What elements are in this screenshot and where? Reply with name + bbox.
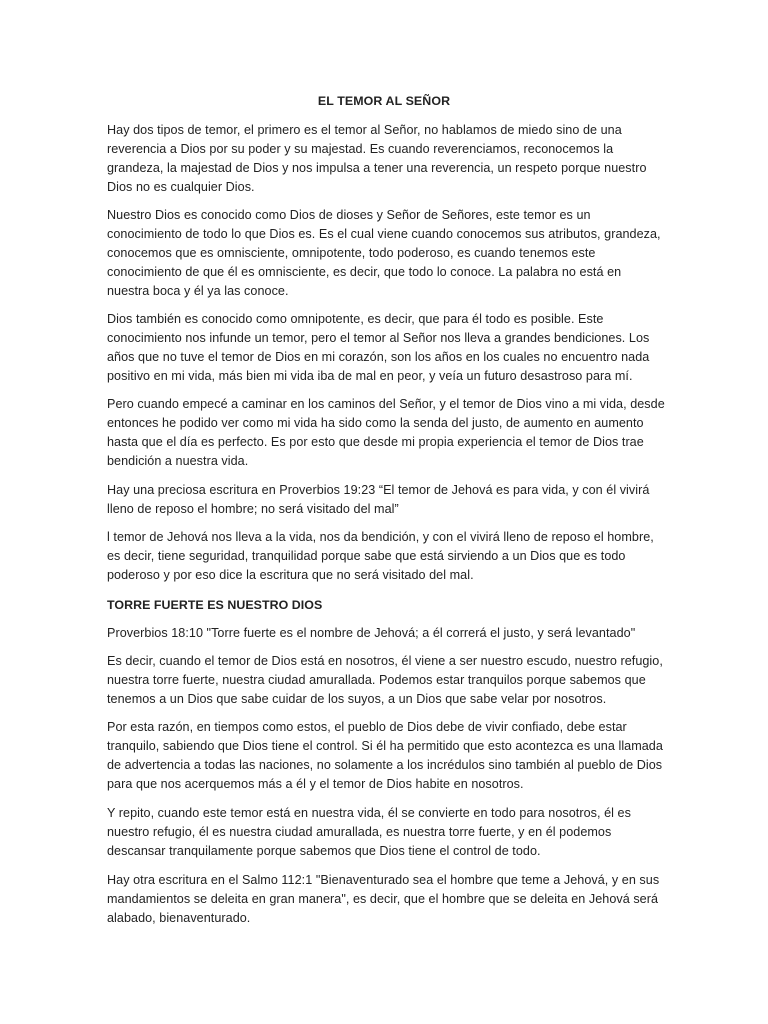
section-heading: TORRE FUERTE ES NUESTRO DIOS bbox=[107, 598, 323, 612]
paragraph-escudo-refugio: Es decir, cuando el temor de Dios está en nosotros, él viene a ser nuestro escudo, nuestro refugio, nuestra torre fuerte, nuestra ciudad amurallada. Podemos estar tranquilos porque sabemos que tenemos a un Dios que sabe cuidar de los suyos, a un Dios que sabe velar por nosotros. bbox=[107, 654, 663, 706]
paragraph-y-repito: Y repito, cuando este temor está en nuestra vida, él se convierte en todo para nosotros, él es nuestro refugio, él es nuestra ciudad amurallada, es nuestra torre fuerte, y en él podemos descansar tranquilamente porque sabemos que Dios tiene el control de todo. bbox=[107, 806, 631, 858]
paragraph-salmo-112-1: Hay otra escritura en el Salmo 112:1 "Bienaventurado sea el hombre que teme a Jehová, y en sus mandamientos se deleita en gran manera", es decir, que el hombre que se deleita en Jehová será alabado, bienaventurado. bbox=[107, 873, 660, 925]
paragraph-proverbios-19-23: Hay una preciosa escritura en Proverbios 19:23 “El temor de Jehová es para vida, y con él vivirá lleno de reposo el hombre; no será visitado del mal” bbox=[107, 483, 650, 516]
paragraph-proverbios-18-10: Proverbios 18:10 "Torre fuerte es el nombre de Jehová; a él correrá el justo, y será levantado" bbox=[107, 626, 636, 640]
paragraph-testimonio: Pero cuando empecé a caminar en los caminos del Señor, y el temor de Dios vino a mi vida, desde entonces he podido ver como mi vida ha sido como la senda del justo, de aumento en aumento hasta que el día es perfecto. Es por esto que desde mi propia experiencia el temor de Dios trae bendición a nuestra vida. bbox=[107, 397, 665, 468]
paragraph-lleno-de-reposo: l temor de Jehová nos lleva a la vida, nos da bendición, y con el vivirá lleno de reposo el hombre, es decir, tiene seguridad, tranquilidad porque sabe que está sirviendo a un Dios que es todo poderoso y por eso dice la escritura que no será visitado del mal. bbox=[107, 530, 654, 582]
paragraph-vivir-confiado: Por esta razón, en tiempos como estos, el pueblo de Dios debe de vivir confiado, debe estar tranquilo, sabiendo que Dios tiene el control. Si él ha permitido que esto acontezca es una llamada de advertencia a todas las naciones, no solamente a los incrédulos sino también al pueblo de Dios para que nos acerquemos más a él y el temor de Dios habite en nosotros. bbox=[107, 720, 663, 791]
document-title: EL TEMOR AL SEÑOR bbox=[317, 94, 451, 108]
paragraph-intro: Hay dos tipos de temor, el primero es el temor al Señor, no hablamos de miedo sino de una reverencia a Dios por su poder y su majestad. Es cuando reverenciamos, reconocemos la grandeza, la majestad de Dios y nos impulsa a tener una reverencia, un respeto porque nuestro Dios no es cualquier Dios. bbox=[107, 123, 647, 194]
paragraph-dios-de-dioses: Nuestro Dios es conocido como Dios de dioses y Señor de Señores, este temor es un conocimiento de todo lo que Dios es. Es el cual viene cuando conocemos sus atributos, grandeza, conocemos que es omnisciente, omnipotente, todo poderoso, es cuando tenemos este conocimiento de que él es omnisciente, es decir, que todo lo conoce. La palabra no está en nuestra boca y él ya las conoce. bbox=[107, 208, 661, 298]
paragraph-omnipotente: Dios también es conocido como omnipotente, es decir, que para él todo es posible. Este conocimiento nos infunde un temor, pero el temor al Señor nos lleva a grandes bendiciones. Los años que no tuve el temor de Dios en mi corazón, son los años en los cuales no encuentro nada positivo en mi vida, más bien mi vida iba de mal en peor, y veía un futuro desastroso para mí. bbox=[107, 312, 650, 383]
